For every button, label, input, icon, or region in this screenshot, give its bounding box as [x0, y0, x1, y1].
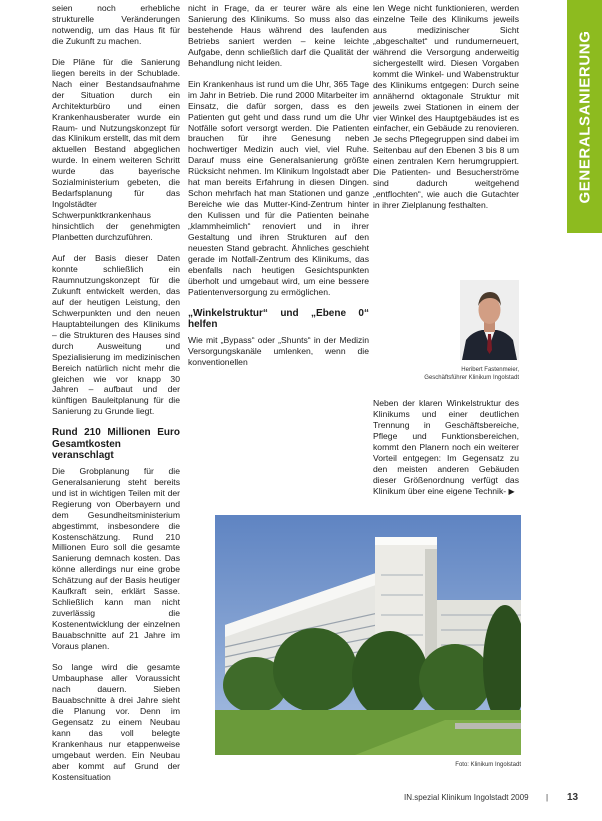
subheading: Rund 210 Millionen Euro Gesamtkosten veranschlagt	[52, 427, 180, 462]
photo-caption: Foto: Klinikum Ingolstadt	[455, 762, 521, 768]
text-column-3	[373, 3, 519, 221]
paragraph: Auf der Basis dieser Daten konnte schließlich ein Raumnutzungskonzept für die Zukunft entwickelt werden, das auf der heutigen Leistung, den Schwerpunkten und den neuen Hauptabteilungen des Klinikums – die Strukturen des Hauses sind durch Ausweitung und Spezialisierung im medizinischen Bereich natürlich nicht mehr die gleichen wie vor knapp 30 Jahren – aufbaut und der künftigen Bauleitplanung für die Sanierung zu Grunde liegt.	[52, 253, 180, 417]
footer-separator: |	[546, 793, 549, 802]
paragraph: So lange wird die gesamte Umbauphase aller Voraussicht nach dauern. Sieben Bauabschnitte à drei Jahre sieht die Planung vor. Denn im Gegensatz zu einem Neubau kann das voll belegte Krankenhaus nur etappenweise umgebaut werden. Ein Neubau aber kommt auf Grund der Kostensituation	[52, 662, 180, 782]
paragraph	[373, 398, 519, 498]
paragraph: Die Pläne für die Sanierung liegen bereits in der Schublade. Nach einer Bestandsaufnahme der Situation durch ein Architekturbüro und einen Krankenhausberater wurde ein Raum- und Nutzungskonzept für das Klinikum erstellt, das mit dem aktuellen Bestand abgeglichen wurde. In einem weiteren Schritt wurde das bayerische Sozialministerium gebeten, die Bedarfsplanung für das Ingolstädter Schwerpunktkrankenhaus hinsichtlich der genehmigten Planbetten durchzuführen.	[52, 56, 180, 243]
portrait-caption-role: Geschäftsführer Klinikum Ingolstadt	[424, 374, 519, 381]
subheading: „Winkelstruktur“ und „Ebene 0“ helfen	[188, 307, 369, 331]
text-column-1	[52, 3, 180, 793]
portrait-caption	[378, 367, 519, 382]
portrait-caption-name: Heribert Fastenmeier,	[461, 367, 519, 373]
paragraph-text: Neben der klaren Winkelstruktur des Klinikums und einer deutlichen Trennung in Geschäftsbereiche, Pflege und Funktionsbereichen, kommt den Planern noch ein weiterer Vorteil entgegen: Im Gegensatz zu den meisten anderen Gebäuden dieser Größenordnung verfügt das Klinikum über eine eigene Technik-	[373, 398, 519, 496]
section-tab-label: GENERALSANIERUNG	[576, 30, 593, 203]
text-column-3-lower	[373, 398, 519, 508]
text-column-2	[188, 3, 369, 378]
page-number: 13	[567, 792, 579, 803]
section-tab	[567, 0, 602, 233]
footer-source: IN.spezial Klinikum Ingolstadt 2009	[404, 793, 529, 802]
paragraph: nicht in Frage, da er teurer wäre als eine Sanierung des Klinikums. So muss also das bestehende Haus während des laufenden Betriebs saniert werden – keine leichte Aufgabe, denn schließlich darf die Qualität der Behandlung nicht leiden.	[188, 3, 369, 68]
paragraph: Wie mit „Bypass“ oder „Shunts“ in der Medizin Versorgungskanäle umlenken, wenn die konventionellen	[188, 334, 369, 367]
paragraph: Ein Krankenhaus ist rund um die Uhr, 365 Tage im Jahr in Betrieb. Die rund 2000 Mitarbeiter im Einsatz, die dafür sorgen, dass es den Patienten gut geht und dass rund um die Uhr Notfälle sofort versorgt werden. Die Patienten brauchen für ihre Genesung neben hochwertiger Medizin auch viel, viel Ruhe. Darauf muss eine Generalsanierung größte Rücksicht nehmen. Im Klinikum Ingolstadt aber hat man bereits Erfahrung in diesen Dingen. Schon mehrfach hat man Stationen und ganze Bereiche wie das Mutter-Kind-Zentrum hinter den Kulissen und für die Patienten beinahe „klammheimlich“ renoviert und in ihrer Gestaltung und ihren Strukturen auf den neuesten Stand gebracht. Ähnliches geschieht gerade im Notfall-Zentrum des Klinikums, das ebenfalls nach heutigen Gesichtspunkten überholt und umgebaut wird, um eine bessere Patientenversorgung zu ermöglichen.	[188, 78, 369, 297]
continue-arrow-icon: ▶	[508, 486, 515, 496]
building-illustration	[215, 515, 521, 755]
paragraph: seien noch erhebliche strukturelle Veränderungen notwendig, um das Haus fit für die Zukunft zu machen.	[52, 3, 180, 46]
paragraph: Die Grobplanung für die Generalsanierung steht bereits und ist in wichtigen Teilen mit der Regierung von Oberbayern und dem Gesundheitsministerium abgestimmt, insbesondere die Kostenschätzung. Rund 210 Millionen Euro soll die gesamte Sanierung demnach kosten. Das könne allerdings nur eine grobe Schätzung auf der Basis heutiger Kaufkraft sein, erklärt Sasse. Schließlich kann man nicht zuverlässig die Kostenentwicklung der einzelnen Bauabschnitte auf 21 Jahre im Voraus planen.	[52, 465, 180, 652]
portrait-photo	[460, 280, 519, 360]
paragraph: len Wege nicht funktionieren, werden einzelne Teile des Klinikums jeweils aus medizinischer Sicht „abgeschaltet“ und rundumerneuert, während die Versorgung anderweitig sichergestellt wird. Diesen Vorgaben kommt die Winkel- und Wabenstruktur des Klinikums entgegen: Durch seine annähernd oktagonale Struktur mit jeweils zwei Stationen in einem der vier Winkel des Hauptgebäudes ist es einfacher, ein Gebäude zu renovieren. Je sechs Pflegegruppen sind dabei im Seitenbau auf den Ebenen 3 bis 8 um einen zentralen Kern herumgruppiert. Die Patienten- und Besucherströme sind dadurch weitgehend „entflochten“, wie auch die Gutachter in ihrer Zielplanung festhalten.	[373, 3, 519, 211]
building-photo	[215, 515, 521, 755]
portrait-illustration	[460, 280, 519, 360]
